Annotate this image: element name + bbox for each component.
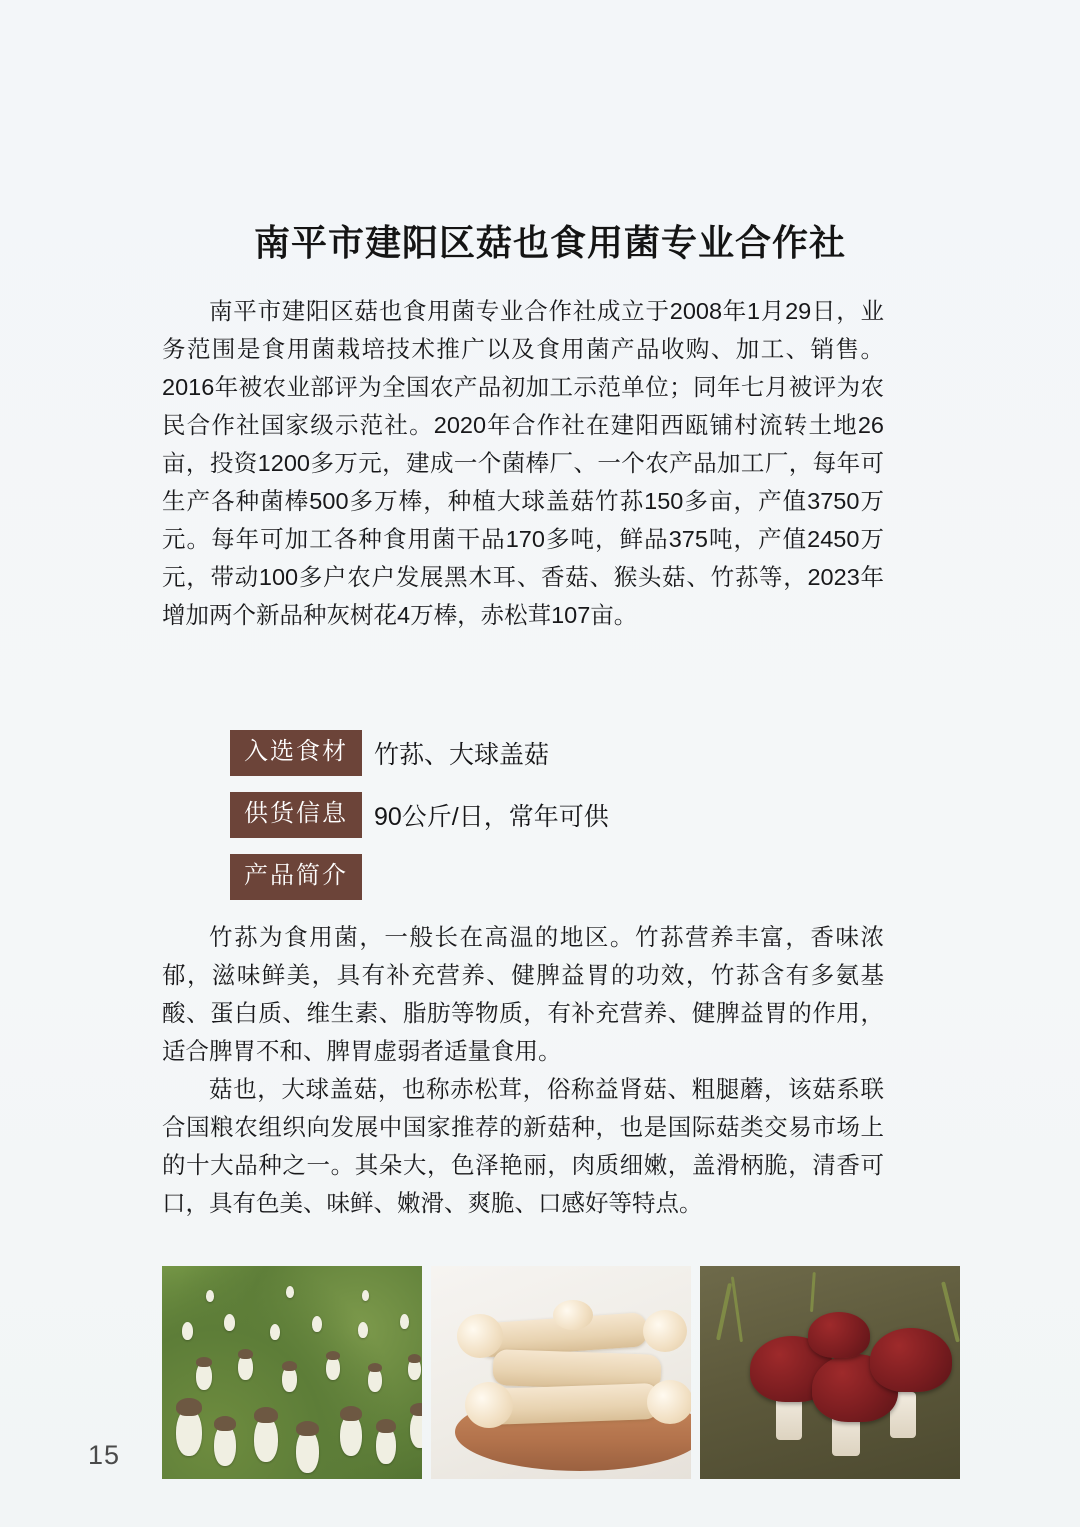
intro-paragraph: 南平市建阳区菇也食用菌专业合作社成立于2008年1月29日，业务范围是食用菌栽培技术推广以及食用菌产品收购、加工、销售。2016年被农业部评为全国农产品初加工示范单位；同年七月被评为农民合作社国家级示范社。2020年合作社在建阳西瓯铺村流转土地26亩，投资1200多万元，建成一个菌棒厂、一个农产品加工厂，每年可生产各种菌棒500多万棒，种植大球盖菇竹荪150多亩，产值3750万元。每年可加工各种食用菌干品170多吨，鲜品375吨，产值2450万元，带动100多户农户发展黑木耳、香菇、猴头菇、竹荪等，2023年增加两个新品种灰树花4万棒，赤松茸107亩。 (162, 298, 884, 628)
page-content (140, 0, 960, 1479)
product-tag: 产品简介 (230, 854, 362, 900)
description-paragraph-1: 竹荪为食用菌，一般长在高温的地区。竹荪营养丰富，香味浓郁，滋味鲜美，具有补充营养、健脾益胃的功效，竹荪含有多氨基酸、蛋白质、维生素、脂肪等物质，有补充营养、健脾益胃的作用，适合脾胃不和、脾胃虚弱者适量食用。 (162, 924, 884, 1064)
product-row (230, 854, 960, 900)
bamboo-fungus-field-photo (162, 1266, 422, 1479)
page-title: 南平市建阳区菇也食用菌专业合作社 (253, 222, 846, 264)
supply-tag: 供货信息 (230, 792, 362, 838)
photo-gallery (162, 1266, 960, 1479)
red-cap-mushroom-photo (700, 1266, 960, 1479)
info-labels (230, 730, 960, 900)
page-number: 15 (88, 1440, 121, 1470)
ingredient-row (230, 730, 960, 776)
ingredient-tag: 入选食材 (230, 730, 362, 776)
description-paragraph-2: 菇也，大球盖菇，也称赤松茸，俗称益肾菇、粗腿蘑，该菇系联合国粮农组织向发展中国家推荐的新菇种，也是国际菇类交易市场上的十大品种之一。其朵大，色泽艳丽，肉质细嫩，盖滑柄脆，清香可口，具有色美、味鲜、嫩滑、爽脆、口感好等特点。 (162, 1076, 884, 1216)
bamboo-fungus-plate-photo (431, 1266, 691, 1479)
supply-value: 90公斤/日，常年可供 (374, 803, 609, 831)
supply-row (230, 792, 960, 838)
ingredient-value: 竹荪、大球盖菇 (374, 741, 550, 769)
